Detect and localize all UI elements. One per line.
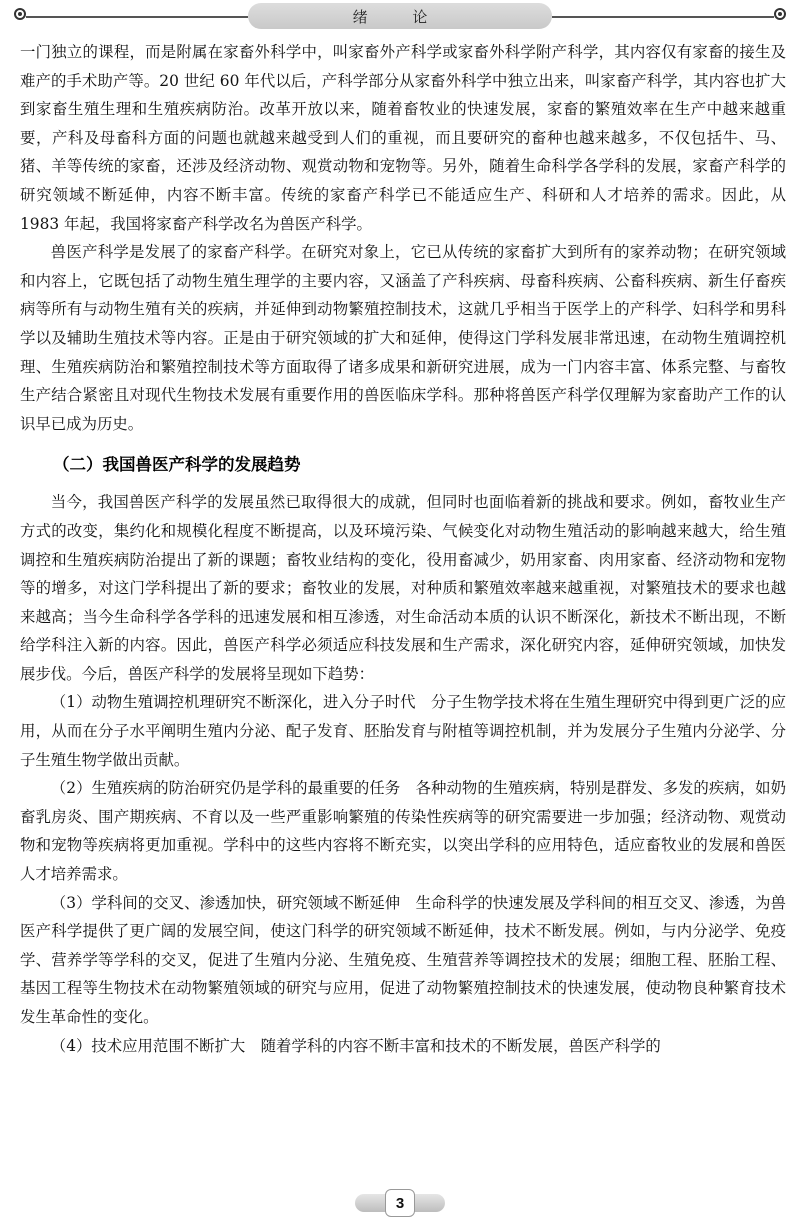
header-rule-right [552, 16, 774, 18]
paragraph-trend-3: （3）学科间的交叉、渗透加快，研究领域不断延伸 生命科学的快速发展及学科间的相互交叉、渗透，为兽医产科学提供了更广阔的发展空间，使这门科学的研究领域不断延伸，技术不断发展。例如，与内分泌学、免疫学、营养学等学科的交叉，促进了生殖内分泌、生殖免疫、生殖营养等调控技术的发展；细胞工程、胚胎工程、基因工程等生物技术在动物繁殖领域的研究与应用，促进了动物繁殖控制技术的快速发展，使动物良种繁育技术发生革命性的变化。 [20, 893, 786, 1026]
paragraph-trend-1: （1）动物生殖调控机理研究不断深化，进入分子时代 分子生物学技术将在生殖生理研究中得到更广泛的应用，从而在分子水平阐明生殖内分泌、配子发育、胚胎发育与附植等调控机制，并为发展分子生殖内分泌学、分子生殖生物学做出贡献。 [20, 693, 786, 769]
header-ornament-right-icon [774, 8, 786, 20]
paragraph-vet-obstetrics-definition: 兽医产科学是发展了的家畜产科学。在研究对象上，它已从传统的家畜扩大到所有的家养动物；在研究领域和内容上，它既包括了动物生殖生理学的主要内容，又涵盖了产科疾病、母畜科疾病、公畜科疾病、新生仔畜疾病等所有与动物生殖有关的疾病，并延伸到动物繁殖控制技术，这就几乎相当于医学上的产科学、妇科学和男科学以及辅助生殖技术等内容。正是由于研究领域的扩大和延伸，使得这门学科发展非常迅速，在动物生殖调控机理、生殖疾病防治和繁殖控制技术等方面取得了诸多成果和新研究进展，成为一门内容丰富、体系完整、与畜牧生产结合紧密且对现代生物技术发展有重要作用的兽医临床学科。那种将兽医产科学仅理解为家畜助产工作的认识早已成为历史。 [20, 243, 786, 433]
paragraph-continuation: 一门独立的课程，而是附属在家畜外科学中，叫家畜外产科学或家畜外科学附产科学，其内容仅有家畜的接生及难产的手术助产等。20 世纪 60 年代以后，产科学部分从家畜外科学中独立出来，叫家畜产科学，其内容也扩大到家畜生殖生理和生殖疾病防治。改革开放以来，随着畜牧业的快速发展，家畜的繁殖效率在生产中越来越重要，产科及母畜科方面的问题也就越来越受到人们的重视，而且要研究的畜种也越来越多，不仅包括牛、马、猪、羊等传统的家畜，还涉及经济动物、观赏动物和宠物等。另外，随着生命科学各学科的发展，家畜产科学的研究领域不断延伸，内容不断丰富。传统的家畜产科学已不能适应生产、科研和人才培养的需求。因此，从 1983 年起，我国将家畜产科学改名为兽医产科学。 [20, 43, 786, 233]
running-header-title: 绪 论 [248, 3, 552, 29]
header-rule-left [26, 16, 248, 18]
page-number: 3 [385, 1189, 415, 1217]
header-ornament-left-icon [14, 8, 26, 20]
paragraph-trend-4: （4）技术应用范围不断扩大 随着学科的内容不断丰富和技术的不断发展，兽医产科学的 [50, 1036, 661, 1055]
paragraph-challenges: 当今，我国兽医产科学的发展虽然已取得很大的成就，但同时也面临着新的挑战和要求。例如，畜牧业生产方式的改变，集约化和规模化程度不断提高，以及环境污染、气候变化对动物生殖活动的影响越来越大，给生殖调控和生殖疾病防治提出了新的课题；畜牧业结构的变化，役用畜减少，奶用家畜、肉用家畜、经济动物和宠物等的增多，对这门学科提出了新的要求；畜牧业的发展，对种质和繁殖效率越来越重视，对繁殖技术的要求也越来越高；当今生命科学各学科的迅速发展和相互渗透，对生命活动本质的认识不断深化，新技术不断出现，不断给学科注入新的内容。因此，兽医产科学必须适应科技发展和生产需求，深化研究内容，延伸研究领域，加快发展步伐。今后，兽医产科学的发展将呈现如下趋势： [20, 493, 786, 683]
page-number-badge [355, 1190, 445, 1216]
paragraph-trend-2: （2）生殖疾病的防治研究仍是学科的最重要的任务 各种动物的生殖疾病，特别是群发、多发的疾病，如奶畜乳房炎、围产期疾病、不育以及一些严重影响繁殖的传染性疾病等的研究需要进一步加强；经济动物、观赏动物和宠物等疾病将更加重视。学科中的这些内容将不断充实，以突出学科的应用特色，适应畜牧业的发展和兽医人才培养需求。 [20, 779, 786, 884]
section-heading: （二）我国兽医产科学的发展趋势 [53, 455, 301, 475]
page-body [20, 38, 786, 1060]
